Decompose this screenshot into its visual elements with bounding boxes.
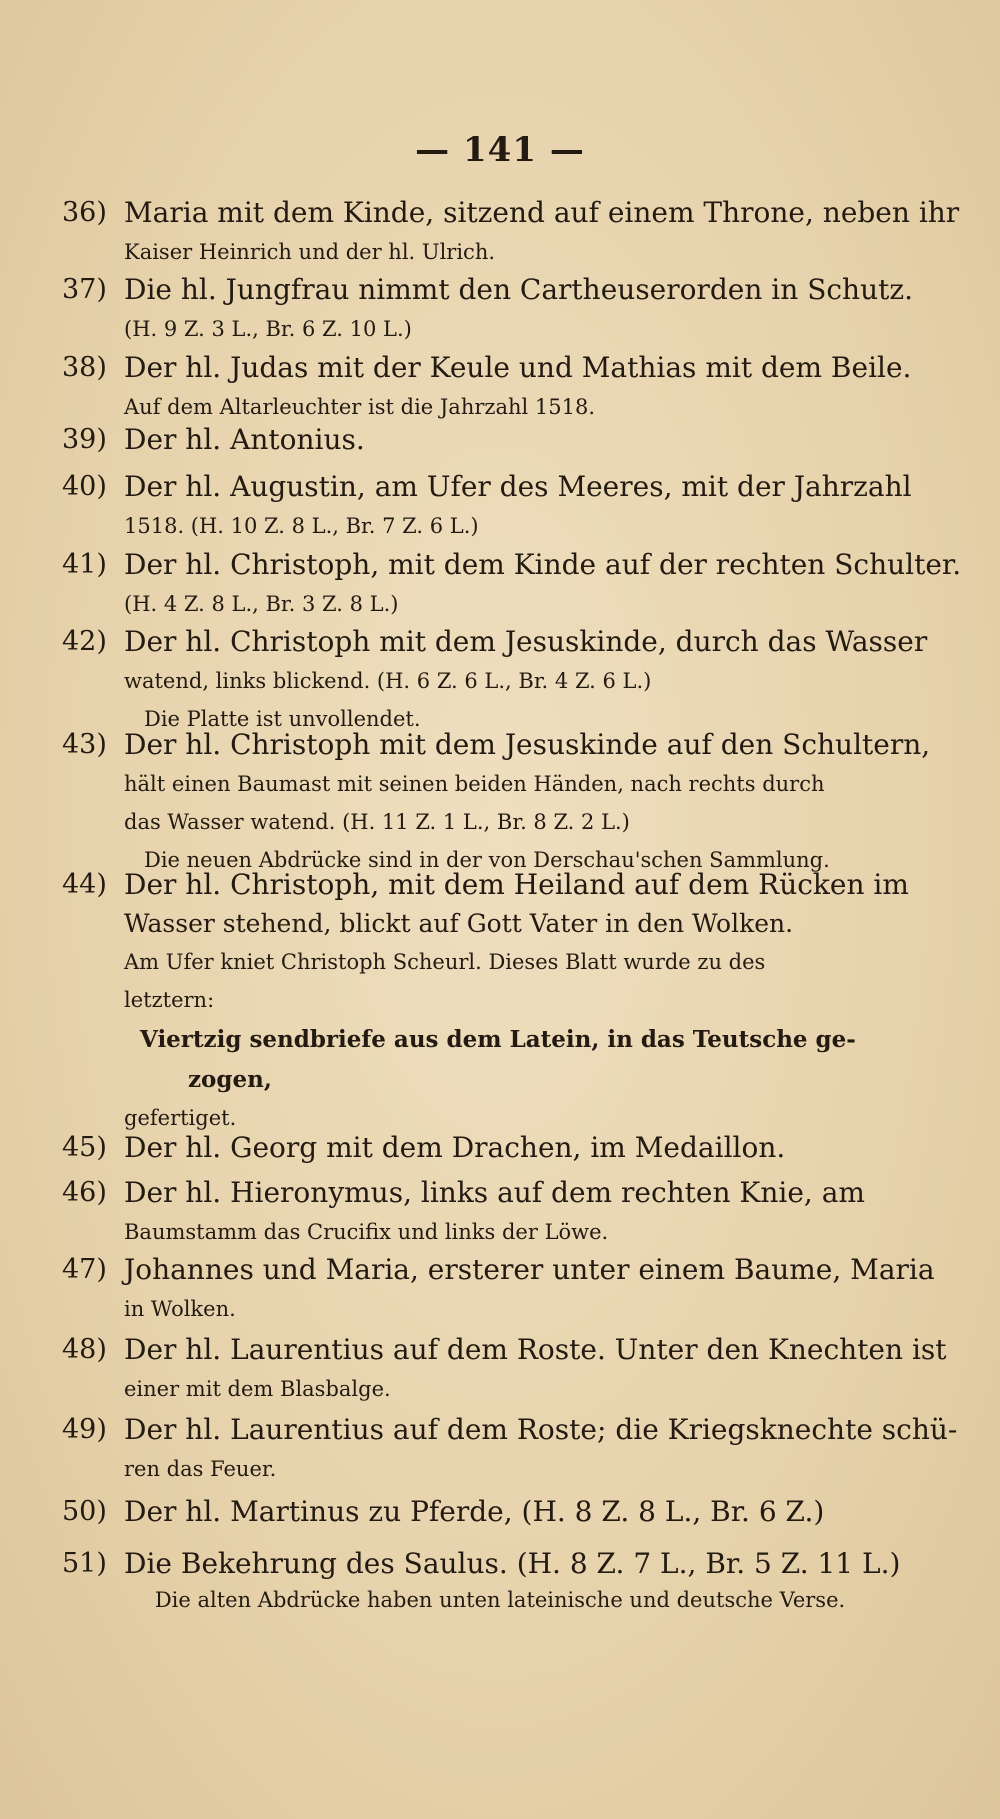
catalog-entry — [62, 348, 912, 426]
entry-number: 48) — [62, 1334, 107, 1365]
entry-line: (H. 4 Z. 8 L., Br. 3 Z. 8 L.) — [124, 592, 399, 616]
entry-line: Baumstamm das Crucifix und links der Löwe. — [124, 1220, 609, 1244]
entry-line: Wasser stehend, blickt auf Gott Vater in den Wolken. — [124, 909, 794, 938]
catalog-entry — [62, 865, 909, 1137]
entry-number: 46) — [62, 1177, 107, 1208]
entry-number: 50) — [62, 1496, 107, 1527]
catalog-entry — [62, 1544, 901, 1584]
entry-title: Der hl. Christoph, mit dem Kinde auf der rechten Schulter. — [124, 548, 962, 581]
catalog-entry — [62, 725, 931, 879]
entry-title: Maria mit dem Kinde, sitzend auf einem Throne, neben ihr — [124, 196, 960, 229]
entry-title: Der hl. Laurentius auf dem Roste; die Kriegsknechte schü- — [124, 1413, 958, 1446]
entry-line: einer mit dem Blasbalge. — [124, 1377, 391, 1401]
entry-number: 37) — [62, 274, 107, 305]
entry-number: 47) — [62, 1254, 107, 1285]
entry-line: (H. 9 Z. 3 L., Br. 6 Z. 10 L.) — [124, 317, 412, 341]
catalog-entry — [62, 1492, 872, 1532]
entry-line: letztern: — [124, 988, 215, 1012]
entry-title: Der hl. Hieronymus, links auf dem rechten Knie, am — [124, 1176, 865, 1209]
entry-title: Der hl. Augustin, am Ufer des Meeres, mit der Jahrzahl — [124, 470, 912, 503]
entry-title: Der hl. Christoph mit dem Jesuskinde, durch das Wasser — [124, 625, 928, 658]
page-number: — 141 — — [415, 130, 585, 170]
catalog-entry — [62, 1410, 958, 1488]
quoted-title: zogen, — [188, 1066, 272, 1093]
entry-line: watend, links blickend. (H. 6 Z. 6 L., Br. 4 Z. 6 L.) — [124, 669, 652, 693]
entry-title: Der hl. Christoph, mit dem Heiland auf dem Rücken im — [124, 868, 909, 901]
entry-line: Kaiser Heinrich und der hl. Ulrich. — [124, 240, 496, 264]
entry-title: Die hl. Jungfrau nimmt den Cartheuserorden in Schutz. — [124, 273, 914, 306]
entry-number: 41) — [62, 549, 107, 580]
entry-line: hält einen Baumast mit seinen beiden Händen, nach rechts durch — [124, 772, 825, 796]
entry-line: ren das Feuer. — [124, 1457, 277, 1481]
entry-number: 38) — [62, 352, 107, 383]
entry-title: Der hl. Martinus zu Pferde, (H. 8 Z. 8 L., Br. 6 Z.) — [124, 1495, 825, 1528]
entry-line: Auf dem Altarleuchter ist die Jahrzahl 1518. — [124, 395, 596, 419]
entry-title: Der hl. Christoph mit dem Jesuskinde auf den Schultern, — [124, 728, 931, 761]
catalog-entry — [62, 1330, 947, 1408]
entry-number: 51) — [62, 1548, 107, 1579]
entry-number: 40) — [62, 471, 107, 502]
entry-number: 45) — [62, 1132, 107, 1163]
catalog-entry — [62, 545, 962, 623]
entry-number: 36) — [62, 197, 107, 228]
entry-title: Der hl. Antonius. — [124, 423, 365, 456]
entry-line: gefertiget. — [124, 1106, 237, 1130]
entry-number: 49) — [62, 1414, 107, 1445]
entry-title: Johannes und Maria, ersterer unter einem Baume, Maria — [124, 1253, 935, 1286]
entry-title: Der hl. Georg mit dem Drachen, im Medaillon. — [124, 1131, 786, 1164]
catalog-entry — [62, 622, 928, 738]
catalog-entry — [62, 193, 960, 271]
catalog-entry — [62, 1173, 872, 1251]
entry-number: 44) — [62, 869, 107, 900]
entry-note: Die Platte ist unvollendet. — [144, 707, 421, 731]
quoted-title: Viertzig sendbriefe aus dem Latein, in das Teutsche ge- — [140, 1026, 856, 1053]
entry-line: in Wolken. — [124, 1297, 236, 1321]
entry-number: 39) — [62, 424, 107, 455]
entry-number: 43) — [62, 729, 107, 760]
entry-line: 1518. (H. 10 Z. 8 L., Br. 7 Z. 6 L.) — [124, 514, 479, 538]
catalog-entry — [62, 270, 914, 348]
footer-note: Die alten Abdrücke haben unten lateinische und deutsche Verse. — [154, 1588, 846, 1612]
catalog-entry — [62, 1250, 935, 1328]
entry-line: das Wasser watend. (H. 11 Z. 1 L., Br. 8 Z. 2 L.) — [124, 810, 630, 834]
entry-title: Der hl. Judas mit der Keule und Mathias mit dem Beile. — [124, 351, 912, 384]
catalog-entry — [62, 467, 912, 545]
catalog-entry — [62, 420, 872, 460]
entry-line: Am Ufer kniet Christoph Scheurl. Dieses Blatt wurde zu des — [124, 950, 766, 974]
catalog-entry — [62, 1128, 872, 1168]
entry-number: 42) — [62, 626, 107, 657]
entry-title: Der hl. Laurentius auf dem Roste. Unter den Knechten ist — [124, 1333, 947, 1366]
entry-title: Die Bekehrung des Saulus. (H. 8 Z. 7 L., Br. 5 Z. 11 L.) — [124, 1547, 901, 1580]
entry-note: Die neuen Abdrücke sind in der von Derschau'schen Sammlung. — [144, 848, 830, 872]
